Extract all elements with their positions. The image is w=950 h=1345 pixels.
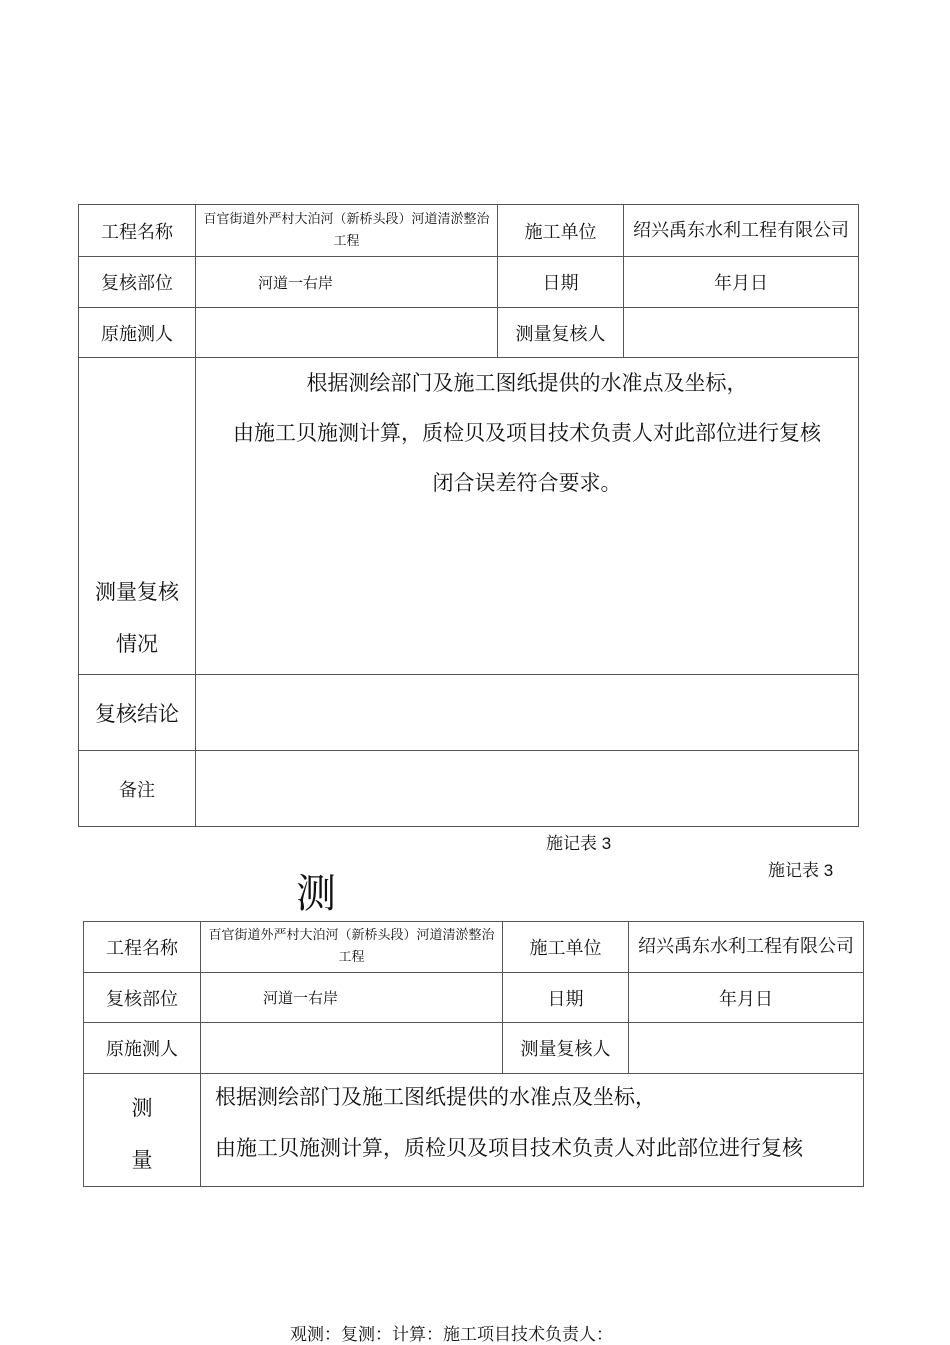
check-location-value: 河道一右岸 <box>196 257 498 308</box>
contractor-label: 施工单位 <box>503 922 629 973</box>
situation-line-1: 根据测绘部门及施工图纸提供的水准点及坐标， <box>215 1085 656 1109</box>
situation-label-line2: 情况 <box>116 632 158 656</box>
project-name-label: 工程名称 <box>84 922 201 973</box>
original-surveyor-value <box>196 308 498 358</box>
form-code-2: 施记表 3 <box>768 861 834 880</box>
check-location-label: 复核部位 <box>79 257 196 308</box>
form-code-1: 施记表 3 <box>546 834 612 853</box>
situation-label <box>84 1074 201 1187</box>
check-location-label: 复核部位 <box>84 973 201 1023</box>
project-name-value: 百官街道外严村大泊河（新桥头段）河道清淤整治工程 <box>196 205 498 257</box>
conclusion-value <box>196 675 859 751</box>
survey-review-form-2 <box>83 921 864 1187</box>
date-label: 日期 <box>503 973 629 1023</box>
situation-line-2: 由施工贝施测计算，质检贝及项目技术负责人对此部位进行复核 <box>233 421 821 445</box>
situation-line-1: 根据测绘部门及施工图纸提供的水准点及坐标， <box>306 371 748 395</box>
situation-line-3: 闭合误差符合要求。 <box>432 471 622 495</box>
project-name-label: 工程名称 <box>79 205 196 257</box>
situation-label-char2: 量 <box>131 1148 153 1172</box>
situation-content <box>196 358 859 675</box>
survey-review-form-1 <box>78 204 859 827</box>
situation-label <box>79 358 196 675</box>
reviewer-value <box>629 1023 864 1074</box>
conclusion-label: 复核结论 <box>79 675 196 751</box>
big-title-char: 测 <box>296 871 336 917</box>
original-surveyor-label: 原施测人 <box>79 308 196 358</box>
footer-signatures: 观测：复测：计算：施工项目技术负责人： <box>290 1325 613 1345</box>
situation-label-line1: 测量复核 <box>95 580 179 604</box>
contractor-label: 施工单位 <box>498 205 624 257</box>
check-location-value: 河道一右岸 <box>201 973 503 1023</box>
reviewer-label: 测量复核人 <box>498 308 624 358</box>
original-surveyor-value <box>201 1023 503 1074</box>
situation-label-char1: 测 <box>131 1096 153 1120</box>
date-label: 日期 <box>498 257 624 308</box>
situation-content <box>201 1074 864 1187</box>
remarks-label: 备注 <box>79 751 196 827</box>
project-name-value: 百官街道外严村大泊河（新桥头段）河道清淤整治工程 <box>201 922 503 973</box>
contractor-value: 绍兴禹东水利工程有限公司 <box>629 922 864 973</box>
remarks-value <box>196 751 859 827</box>
contractor-value: 绍兴禹东水利工程有限公司 <box>624 205 859 257</box>
date-value: 年月日 <box>624 257 859 308</box>
situation-line-2: 由施工贝施测计算，质检贝及项目技术负责人对此部位进行复核 <box>215 1136 803 1160</box>
original-surveyor-label: 原施测人 <box>84 1023 201 1074</box>
reviewer-value <box>624 308 859 358</box>
reviewer-label: 测量复核人 <box>503 1023 629 1074</box>
date-value: 年月日 <box>629 973 864 1023</box>
